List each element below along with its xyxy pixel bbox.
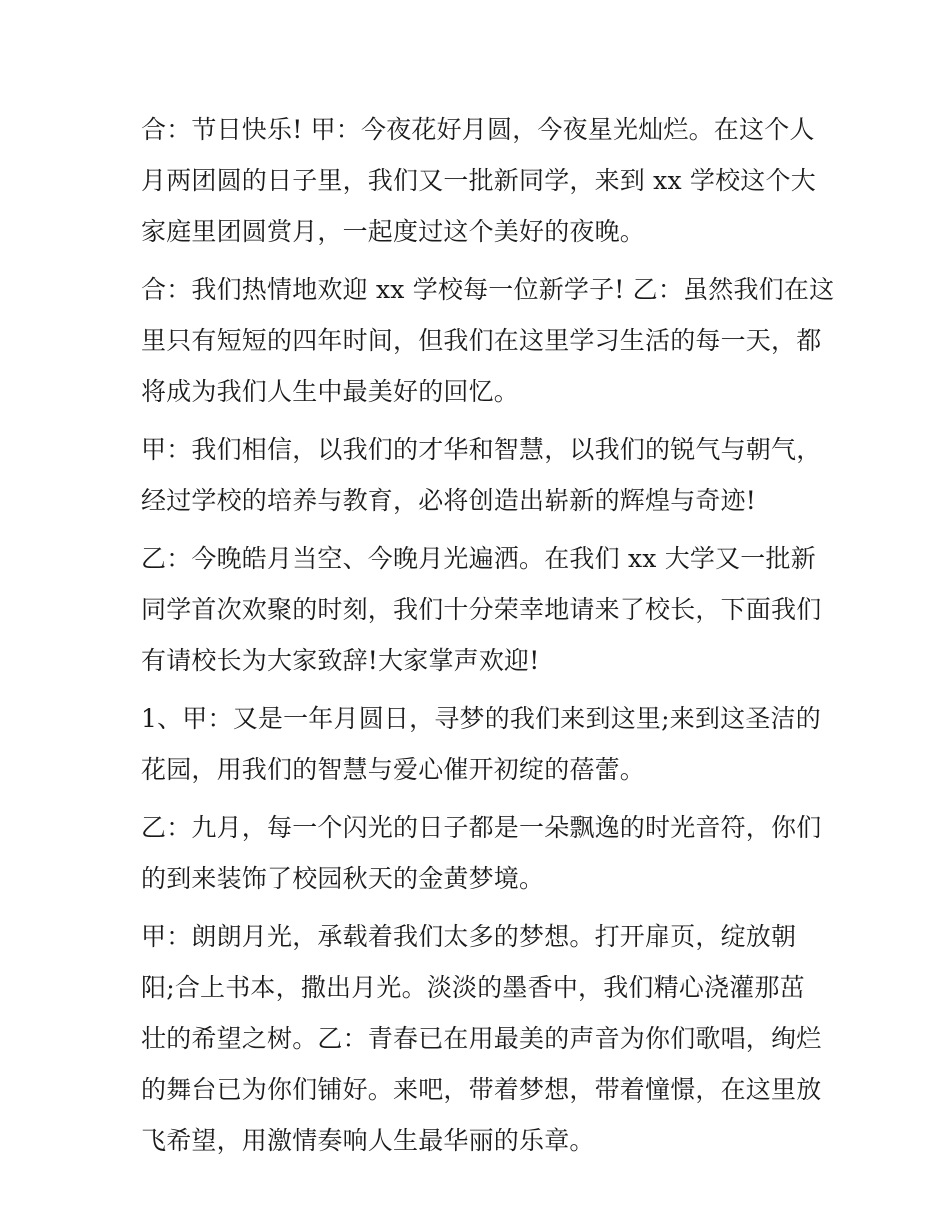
text-line: 将成为我们人生中最美好的回忆。 [141,377,520,406]
paragraph-4 [141,533,821,686]
text-line: 经过学校的培养与教育，必将创造出崭新的辉煌与奇迹! [141,486,757,515]
text-line: 合：我们热情地欢迎 xx 学校每一位新学子! 乙：虽然我们在这 [141,275,835,304]
document-body [141,104,835,1173]
text-line: 里只有短短的四年时间，但我们在这里学习生活的每一天，都 [141,326,822,355]
text-line: 乙：九月，每一个闪光的日子都是一朵飘逸的时光音符，你们 [141,813,822,842]
text-line: 1、甲：又是一年月圆日，寻梦的我们来到这里;来到这圣洁的 [141,704,821,733]
text-line: 的舞台已为你们铺好。来吧，带着梦想，带着憧憬，在这里放 [141,1075,822,1104]
text-line: 的到来装饰了校园秋天的金黄梦境。 [141,864,545,893]
text-line: 有请校长为大家致辞!大家掌声欢迎! [141,646,540,675]
paragraph-7 [141,911,821,1166]
paragraph-5 [141,693,821,795]
text-line: 家庭里团圆赏月，一起度过这个美好的夜晚。 [141,217,646,246]
paragraph-3 [141,424,821,526]
text-line: 壮的希望之树。乙：青春已在用最美的声音为你们歌唱，绚烂 [141,1024,822,1053]
text-line: 合：节日快乐! 甲：今夜花好月圆，今夜星光灿烂。在这个人 [141,115,815,144]
text-line: 月两团圆的日子里，我们又一批新同学，来到 xx 学校这个大 [141,166,816,195]
text-line: 飞希望，用激情奏响人生最华丽的乐章。 [141,1126,595,1155]
text-line: 同学首次欢聚的时刻，我们十分荣幸地请来了校长，下面我们 [141,595,822,624]
text-line: 花园，用我们的智慧与爱心催开初绽的蓓蕾。 [141,755,646,784]
paragraph-2 [141,264,835,417]
text-line: 乙：今晚皓月当空、今晚月光遍洒。在我们 xx 大学又一批新 [141,544,816,573]
text-line: 甲：朗朗月光，承载着我们太多的梦想。打开扉页，绽放朝 [141,922,797,951]
paragraph-1 [141,104,821,257]
text-line: 阳;合上书本，撒出月光。淡淡的墨香中，我们精心浇灌那茁 [141,973,805,1002]
text-line: 甲：我们相信，以我们的才华和智慧，以我们的锐气与朝气， [141,435,822,464]
paragraph-6 [141,802,821,904]
